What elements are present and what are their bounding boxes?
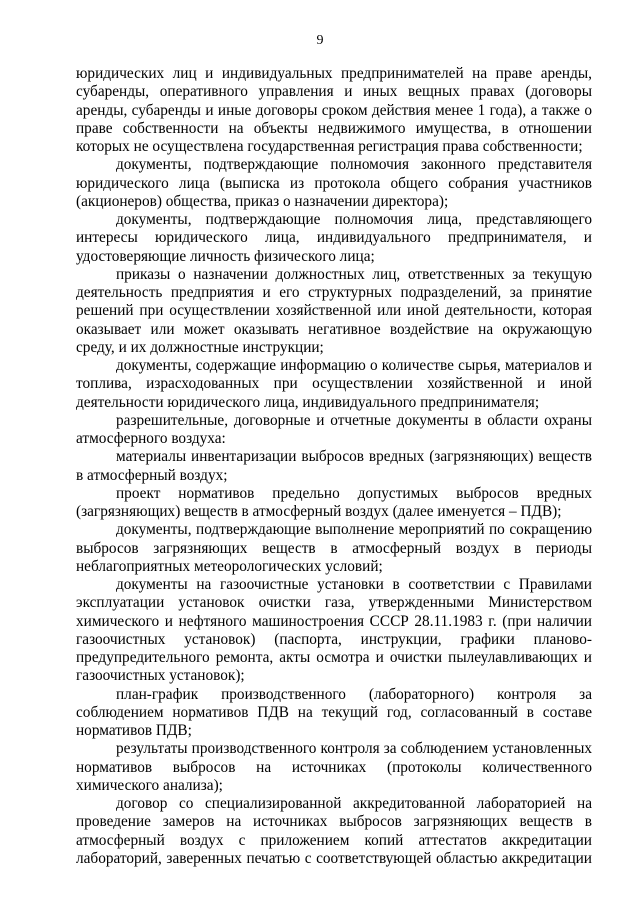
paragraph-lease-rights: юридических лиц и индивидуальных предпринимателей на праве аренды, субаренды, оперативного управления и иных вещных правах (договоры аренды, субаренды и иные договоры сроком действия менее 1 года), а также о праве собственности на объекты недвижимого имущества, в отношении которых не осуществлена государственная регистрация права собственности; [76,65,592,155]
page-number: 9 [316,33,324,48]
paragraph-air-protection-docs: разрешительные, договорные и отчетные документы в области охраны атмосферного воздуха: [76,411,592,447]
paragraph-pdv-project: проект нормативов предельно допустимых выбросов вредных (загрязняющих) веществ в атмосферный воздух (далее именуется – ПДВ); [76,484,592,520]
paragraph-raw-materials: документы, содержащие информацию о количестве сырья, материалов и топлива, израсходованных при осуществлении хозяйственной и иной деятельности юридического лица, индивидуального предпринимателя; [76,357,592,411]
paragraph-authorized-person: документы, подтверждающие полномочия лица, представляющего интересы юридического лица, индивидуального предпринимателя, и удостоверяющие личность физического лица; [76,211,592,265]
paragraph-control-schedule: план-график производственного (лабораторного) контроля за соблюдением нормативов ПДВ на текущий год, согласованный в составе нормативов ПДВ; [76,685,592,739]
paragraph-emissions-inventory: материалы инвентаризации выбросов вредных (загрязняющих) веществ в атмосферный воздух; [76,448,592,484]
paragraph-emission-reduction: документы, подтверждающие выполнение мероприятий по сокращению выбросов загрязняющих веществ в атмосферный воздух в периоды неблагоприятных метеорологических условий; [76,521,592,575]
paragraph-legal-representative: документы, подтверждающие полномочия законного представителя юридического лица (выписка из протокола общего собрания участников (акционеров) общества, приказ о назначении директора); [76,156,592,210]
paragraph-appointment-orders: приказы о назначении должностных лиц, ответственных за текущую деятельность предприятия и его структурных подразделений, за принятие решений при осуществлении хозяйственной или иной деятельности, которая оказывает или может оказывать негативное воздействие на окружающую среду, и их должностные инструкции; [76,265,592,356]
paragraph-control-results: результаты производственного контроля за соблюдением установленных нормативов выбросов на источниках (протоколы количественного химического анализа); [76,740,592,794]
document-body [76,65,592,868]
paragraph-laboratory-contract: договор со специализированной аккредитованной лабораторией на проведение замеров на источниках выбросов загрязняющих веществ в атмосферный воздух с приложением копий аттестатов аккредитации лабораторий, заверенных печатью с соответствующей областью аккредитации [76,795,592,867]
paragraph-gas-cleaning: документы на газоочистные установки в соответствии с Правилами эксплуатации установок очистки газа, утвержденными Министерством химического и нефтяного машиностроения СССР 28.11.1983 г. (при наличии газоочистных установок) (паспорта, инструкции, графики планово-предупредительного ремонта, акты осмотра и очистки пылеулавливающих и газоочистных установок); [76,576,592,685]
